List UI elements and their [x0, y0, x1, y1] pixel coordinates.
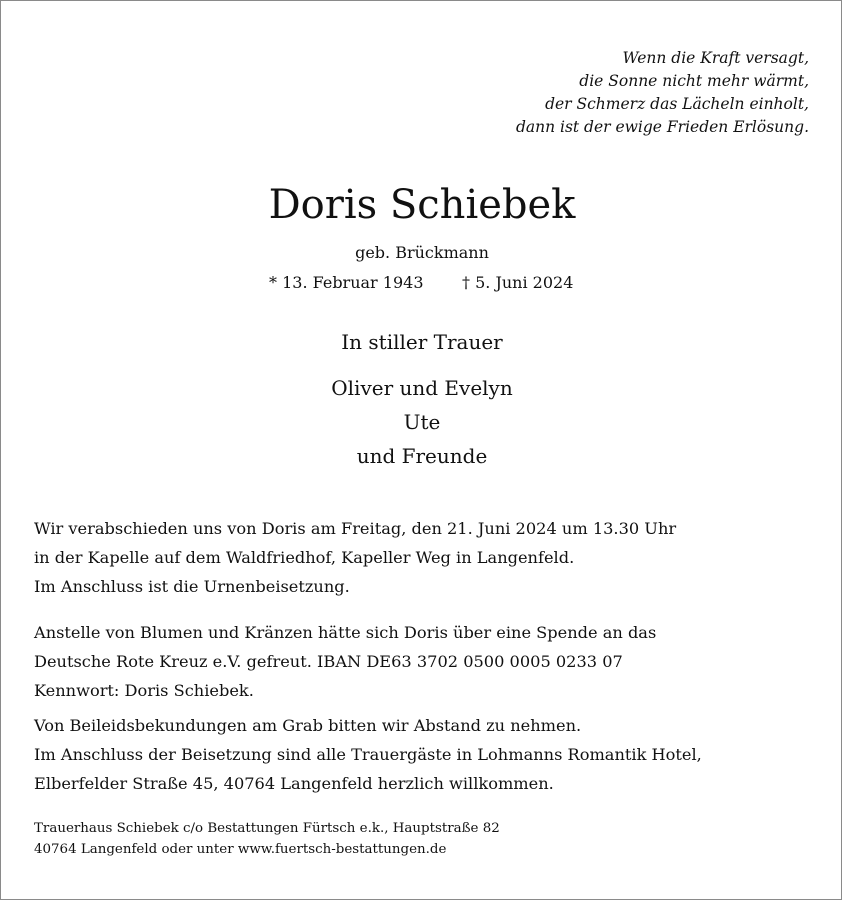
- birth-date: * 13. Februar 1943: [269, 273, 424, 292]
- donation-info: [34, 618, 656, 705]
- mourner-entry: Oliver und Evelyn: [331, 376, 513, 400]
- condolence-info-line: Elberfelder Straße 45, 40764 Langenfeld herzlich willkommen.: [34, 774, 554, 793]
- poem-line: der Schmerz das Lächeln einholt,: [545, 95, 809, 113]
- condolence-info-line: Im Anschluss der Beisetzung sind alle Trauergäste in Lohmanns Romantik Hotel,: [34, 745, 702, 764]
- funeral-info-line: in der Kapelle auf dem Waldfriedhof, Kapeller Weg in Langenfeld.: [34, 548, 575, 567]
- donation-info-line: Anstelle von Blumen und Kränzen hätte sich Doris über eine Spende an das: [34, 623, 657, 642]
- mourning-line: In stiller Trauer: [341, 330, 503, 354]
- funeral-info-line: Im Anschluss ist die Urnenbeisetzung.: [34, 577, 350, 596]
- birth-name: geb. Brückmann: [355, 243, 489, 262]
- poem-line: Wenn die Kraft versagt,: [622, 49, 809, 67]
- poem-line: die Sonne nicht mehr wärmt,: [579, 72, 809, 90]
- donation-info-line: Kennwort: Doris Schiebek.: [34, 681, 254, 700]
- funeral-home-footer: [34, 818, 500, 860]
- mourner-entry: Ute: [403, 410, 441, 434]
- footer-line: 40764 Langenfeld oder unter www.fuertsch-bestattungen.de: [34, 842, 447, 857]
- funeral-info-line: Wir verabschieden uns von Doris am Freitag, den 21. Juni 2024 um 13.30 Uhr: [34, 519, 677, 538]
- mourners-list: [1, 371, 842, 473]
- poem-line: dann ist der ewige Frieden Erlösung.: [515, 118, 809, 136]
- deceased-name: Doris Schiebek: [268, 182, 576, 228]
- footer-line: Trauerhaus Schiebek c/o Bestattungen Fürtsch e.k., Hauptstraße 82: [34, 821, 500, 836]
- poem: [516, 47, 809, 139]
- death-date: † 5. Juni 2024: [462, 273, 574, 292]
- funeral-info: [34, 514, 676, 601]
- donation-info-line: Deutsche Rote Kreuz e.V. gefreut. IBAN DE63 3702 0500 0005 0233 07: [34, 652, 623, 671]
- mourner-entry: und Freunde: [356, 444, 488, 468]
- condolence-info-line: Von Beileidsbekundungen am Grab bitten wir Abstand zu nehmen.: [34, 716, 582, 735]
- condolence-info: [34, 711, 702, 798]
